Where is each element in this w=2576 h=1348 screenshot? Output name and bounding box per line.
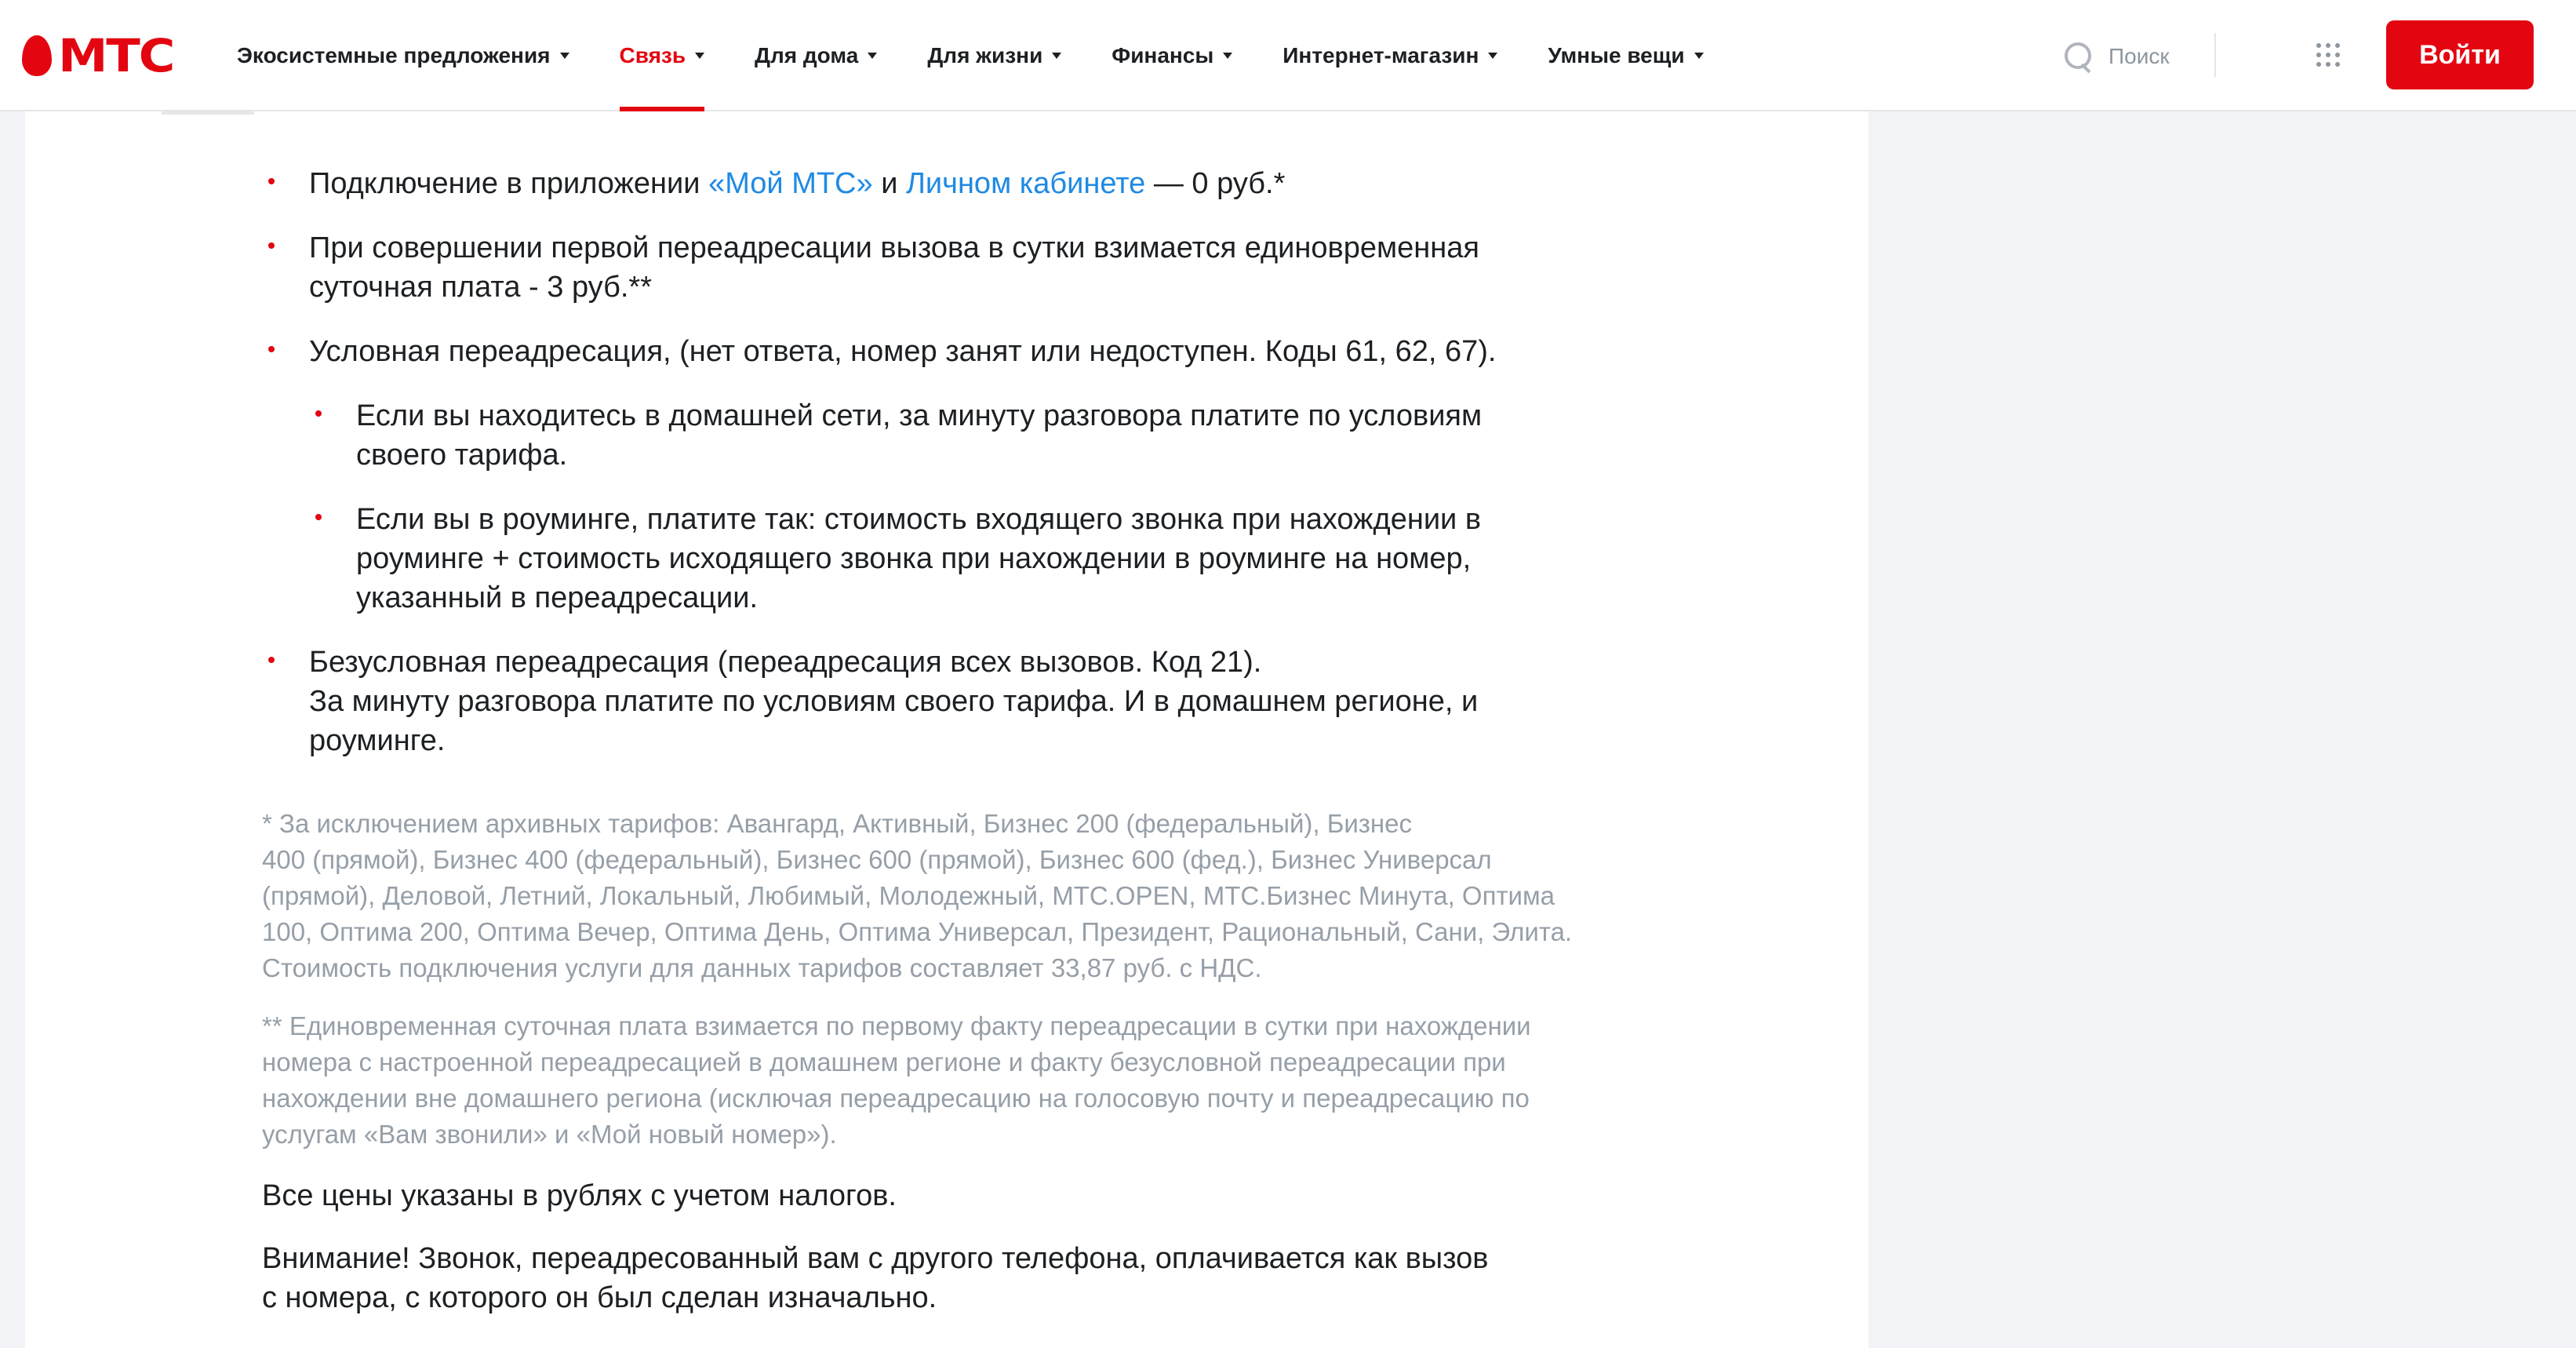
nav-item-label: Умные вещи (1548, 43, 1685, 67)
search-icon[interactable] (2063, 41, 2094, 72)
main-nav (237, 0, 1754, 111)
list-item-daily-fee: При совершении первой переадресации вызова в сутки взимается единовременная суточная плата - 3 руб.** (237, 228, 1688, 307)
search-box[interactable] (2063, 41, 2170, 72)
nav-item-svyaz[interactable] (620, 0, 705, 111)
apps-grid-icon[interactable] (2316, 43, 2340, 67)
caret-down-icon (560, 53, 569, 59)
list-item-roaming: Если вы в роуминге, платите так: стоимость входящего звонка при нахождении в роуминге + стоимость исходящего звонка при нахождении в роуминге на номер, указанный в переадресации. (237, 500, 1688, 618)
nav-item-shop[interactable] (1283, 0, 1497, 111)
logo-text: МТС (58, 29, 174, 82)
nav-item-home[interactable] (755, 0, 877, 111)
nav-item-finance[interactable] (1112, 0, 1232, 111)
nav-item-life[interactable] (927, 0, 1061, 111)
footnote-archive-tariffs: * За исключением архивных тарифов: Авангард, Активный, Бизнес 200 (федеральный), Бизнес 400 (прямой), Бизнес 400 (федеральный), Бизнес 600 (прямой), Бизнес 600 (фед.), Бизнес Универсал (прямой), Деловой, Летний, Локальный, Любимый, Молодежный, МТС.OPEN, МТС.Бизнес Минута, Оптима 100, Оптима 200, Оптима Вечер, Оптима День, Оптима Универсал, Президент, Рациональный, Сани, Элита. Стоимость подключения услуги для данных тарифов составляет 33,87 руб. с НДС. (262, 809, 1573, 982)
nav-item-label: Интернет-магазин (1283, 43, 1479, 67)
header-divider (2214, 33, 2216, 77)
card-tab-edge (162, 111, 254, 115)
personal-account-link[interactable]: Личном кабинете (905, 167, 1146, 200)
list-item-home-network: Если вы находитесь в домашней сети, за минуту разговора платите по условиям своего тарифа. (237, 396, 1688, 475)
nav-item-label: Связь (619, 43, 686, 67)
attention-note: Внимание! Звонок, переадресованный вам с другого телефона, оплачивается как вызов с номера, с которого он был сделан изначально. (262, 1242, 1489, 1314)
caret-down-icon (1488, 53, 1497, 59)
footnote-daily-fee: ** Единовременная суточная плата взимается по первому факту переадресации в сутки при нахождении номера с настроенной переадресацией в домашнем регионе и факту безусловной переадресации при нахождении вне домашнего региона (исключая переадресацию на голосовую почту и переадресацию по услугам «Вам звонили» и «Мой новый номер»). (262, 1011, 1531, 1149)
prices-note: Все цены указаны в рублях с учетом налогов. (262, 1179, 897, 1212)
nav-item-label: Для жизни (927, 43, 1043, 67)
list-item-unconditional: Безусловная переадресация (переадресация всех вызовов. Код 21). За минуту разговора платите по условиям своего тарифа. И в домашнем регионе, и роуминге. (237, 643, 1688, 760)
nav-item-ecosystem[interactable] (237, 0, 569, 111)
mts-logo[interactable] (22, 29, 174, 82)
mts-egg-icon (22, 35, 52, 76)
site-header (0, 0, 2576, 111)
login-button[interactable]: Войти (2386, 20, 2534, 89)
terms-list (237, 164, 1688, 760)
nav-item-smart-things[interactable] (1548, 0, 1703, 111)
nav-item-label: Для дома (755, 43, 859, 67)
list-item-conditional: Условная переадресация, (нет ответа, номер занят или недоступен. Коды 61, 62, 67). (237, 332, 1688, 371)
search-placeholder: Поиск (2108, 44, 2170, 68)
list-item-connection: Подключение в приложении «Мой МТС» и Личном кабинете — 0 руб.* (237, 164, 1688, 203)
my-mts-app-link[interactable]: «Мой МТС» (708, 167, 873, 200)
nav-item-label: Финансы (1112, 43, 1214, 67)
content-card (25, 111, 1868, 1348)
caret-down-icon (695, 53, 704, 59)
service-terms (237, 164, 1688, 1317)
caret-down-icon (1694, 53, 1704, 59)
caret-down-icon (1052, 53, 1061, 59)
nav-item-label: Экосистемные предложения (237, 43, 551, 67)
caret-down-icon (1223, 53, 1232, 59)
caret-down-icon (868, 53, 877, 59)
